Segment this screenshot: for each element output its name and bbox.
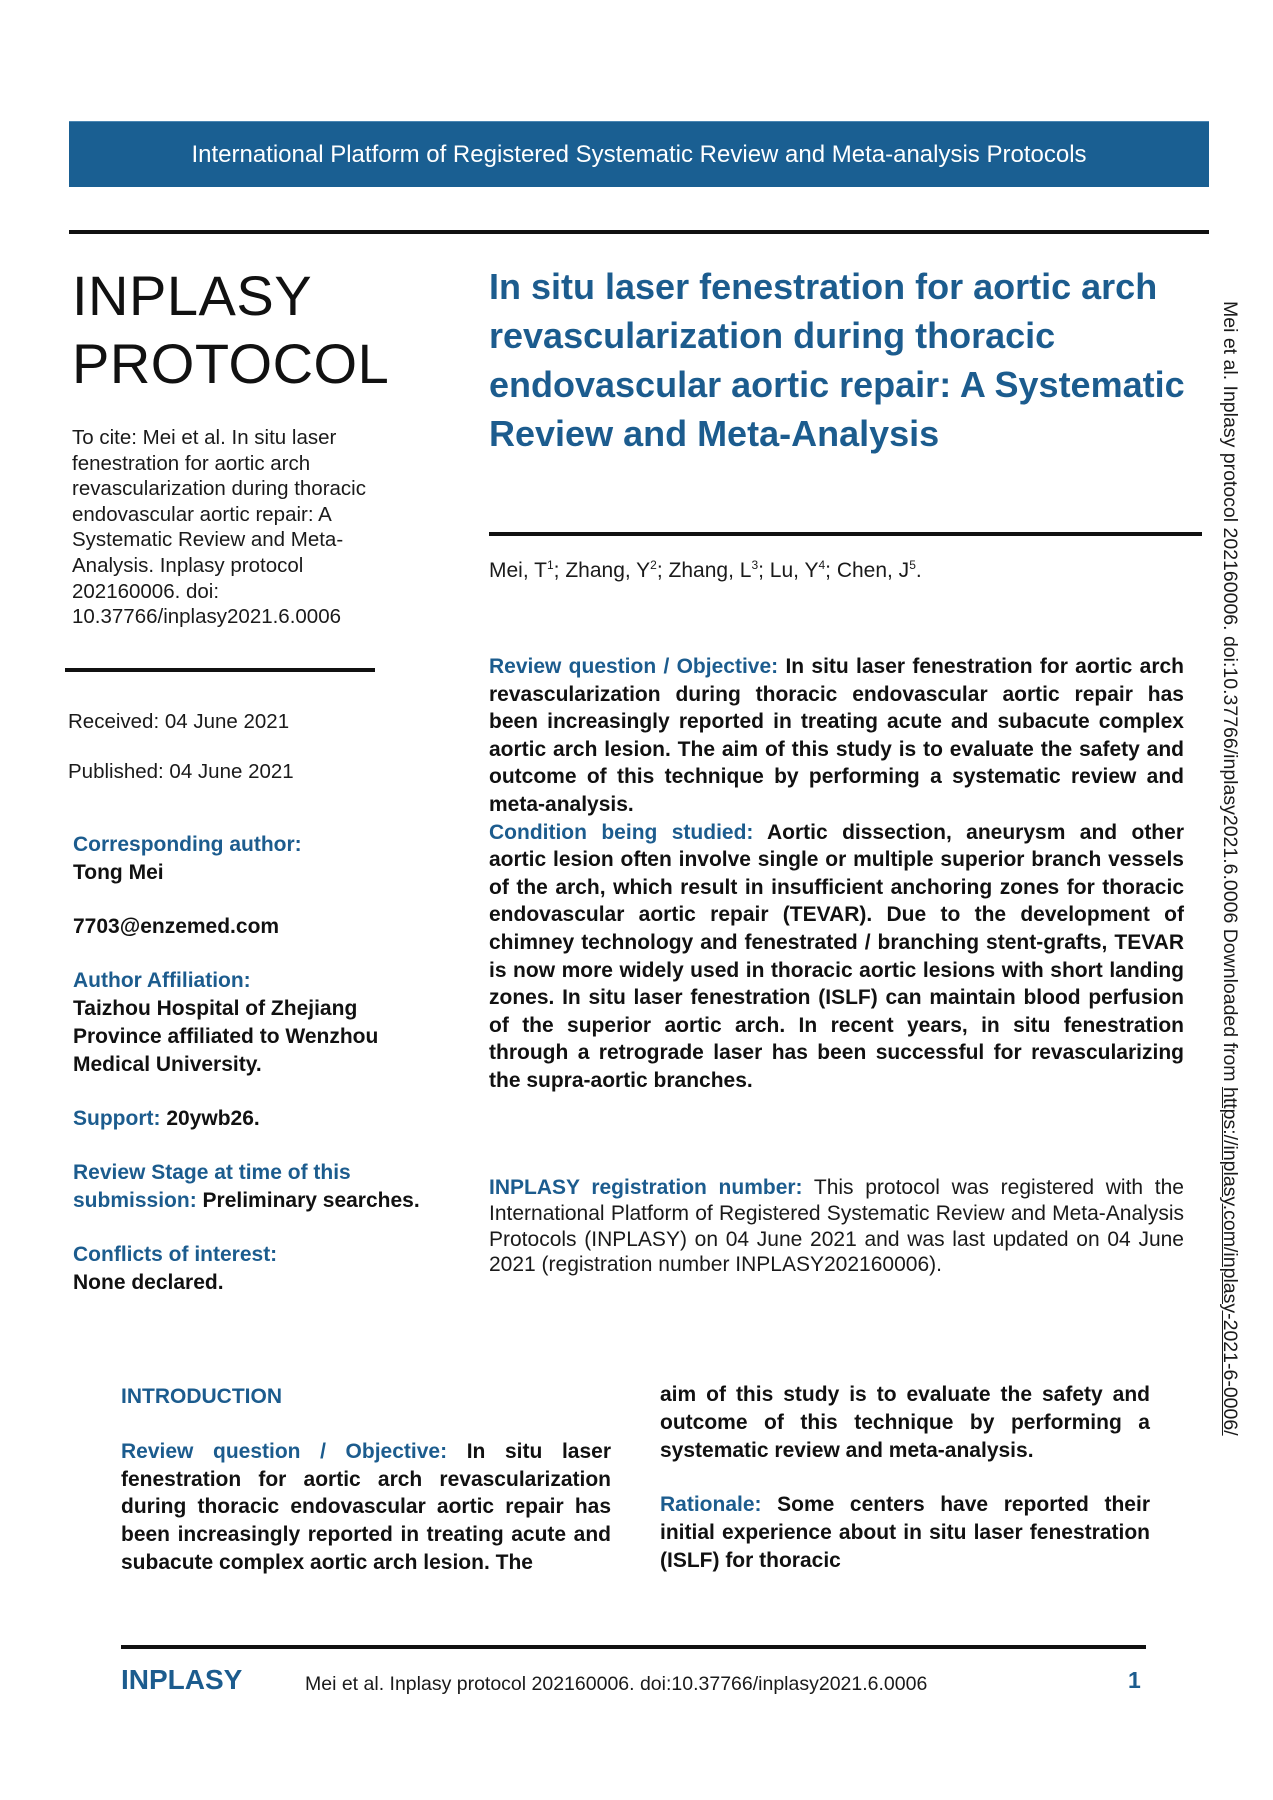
affiliation-text: Taizhou Hospital of Zhejiang Province affiliated to Wenzhou Medical University. (73, 997, 379, 1076)
registration-label: INPLASY registration number: (489, 1176, 803, 1199)
received-date: Received: 04 June 2021 (68, 710, 290, 733)
registration-paragraph (489, 1175, 1184, 1278)
intro-review-text: In situ laser fenestration for aortic arch revascularization during thoracic endovascular aortic repair has been increasingly reported in treating acute and subacute complex aortic arch lesion. The (121, 1439, 611, 1574)
sidebar-info (73, 831, 433, 1323)
conflicts-label: Conflicts of interest: (73, 1243, 278, 1266)
side-note-text: Mei et al. Inplasy protocol 202160006. doi:10.37766/inplasy2021.6.0006 Downloaded from (1219, 301, 1241, 1087)
article-title: In situ laser fenestration for aortic arch revascularization during thoracic endovascular aortic repair: A Systematic Review and Meta-Analysis (489, 266, 1185, 454)
introduction-right-column (660, 1381, 1150, 1602)
footer-citation: Mei et al. Inplasy protocol 202160006. doi:10.37766/inplasy2021.6.0006 (305, 1673, 928, 1695)
corresponding-author-label: Corresponding author: (73, 833, 302, 856)
conflicts-value: None declared. (73, 1271, 224, 1294)
review-question-text: In situ laser fenestration for aortic arch revascularization during thoracic endovascular aortic repair has been increasingly reported in treating acute and subacute complex aortic arch lesion. The aim of this study is to evaluate the safety and outcome of this technique by performing a systematic review and meta-analysis. (489, 655, 1184, 816)
header-banner: International Platform of Registered Systematic Review and Meta-analysis Protocols (69, 121, 1209, 187)
condition-text: Aortic dissection, aneurysm and other aortic lesion often involve single or multiple superior branch vessels of the arch, which result in insufficient anchoring zones for thoracic endovascular aortic repair (TEVAR). Due to the development of chimney technology and fenestrated / branching stent-grafts, TEVAR is now more widely used in thoracic aortic lesions with short landing zones. In situ laser fenestration (ISLF) can maintain blood perfusion of the superior aortic arch. In recent years, in situ fenestration through a retrograde laser has been successful for revascularizing the supra-aortic branches. (489, 820, 1184, 1092)
side-download-note (1218, 301, 1241, 1436)
rationale-text: Some centers have reported their initial experience about in situ laser fenestration (ISLF) for thoracic (660, 1493, 1150, 1572)
intro-review-paragraph (121, 1438, 611, 1577)
footer-rule (121, 1645, 1146, 1649)
author: Mei, $T^1$; (489, 558, 566, 582)
review-stage-label: Review Stage at time of this submission: (73, 1161, 351, 1212)
page-number: 1 (1128, 1667, 1141, 1693)
citation-rule (65, 668, 375, 672)
published-date: Published: 04 June 2021 (68, 760, 294, 783)
corresponding-author-name: Tong Mei (73, 861, 164, 884)
inplasy-protocol-brand (72, 262, 432, 398)
support-value: 20ywb26. (166, 1107, 260, 1130)
introduction-left-column (121, 1383, 611, 1604)
review-stage-value: Preliminary searches. (202, 1189, 420, 1212)
author: Chen, $J^5$. (836, 558, 922, 582)
support-label: Support: (73, 1107, 161, 1130)
registration-text: This protocol was registered with the International Platform of Registered Systematic Review and Meta-Analysis Protocols (INPLASY) on 04 June 2021 and was last updated on 04 June 2021 (registration number INPLASY202160006). (489, 1176, 1184, 1277)
side-note-link[interactable]: https://inplasy.com/inplasy-2021-6-0006/ (1219, 1086, 1241, 1436)
brand-line-2: PROTOCOL (72, 332, 390, 395)
citation-text: To cite: Mei et al. In situ laser fenestration for aortic arch revascularization during thoracic endovascular aortic repair: A Systematic Review and Meta-Analysis. Inplasy protocol 202160006. doi: 10.37766/inplasy2021.6.0006 (72, 426, 366, 629)
intro-review-continued: aim of this study is to evaluate the safety and outcome of this technique by performing a systematic review and meta-analysis. (660, 1383, 1150, 1462)
footer-brand: INPLASY (121, 1664, 243, 1695)
rationale-paragraph (660, 1491, 1150, 1574)
brand-line-1: INPLASY (72, 264, 313, 327)
review-question-paragraph (489, 653, 1184, 819)
title-rule (489, 532, 1202, 536)
intro-review-label: Review question / Objective: (121, 1439, 448, 1463)
condition-label: Condition being studied: (489, 820, 754, 844)
rationale-label: Rationale: (660, 1493, 762, 1517)
author: Lu, $Y^4$; (769, 558, 837, 582)
review-question-label: Review question / Objective: (489, 655, 779, 678)
author: Zhang, $Y^2$; (565, 558, 669, 582)
author-email[interactable]: 7703@enzemed.com (73, 915, 280, 938)
introduction-heading: INTRODUCTION (121, 1385, 282, 1408)
header-rule (69, 230, 1209, 234)
author-list (489, 558, 922, 583)
affiliation-label: Author Affiliation: (73, 969, 251, 992)
abstract (489, 653, 1184, 1095)
condition-paragraph (489, 819, 1184, 1095)
author: Zhang, $L^3$; (668, 558, 770, 582)
